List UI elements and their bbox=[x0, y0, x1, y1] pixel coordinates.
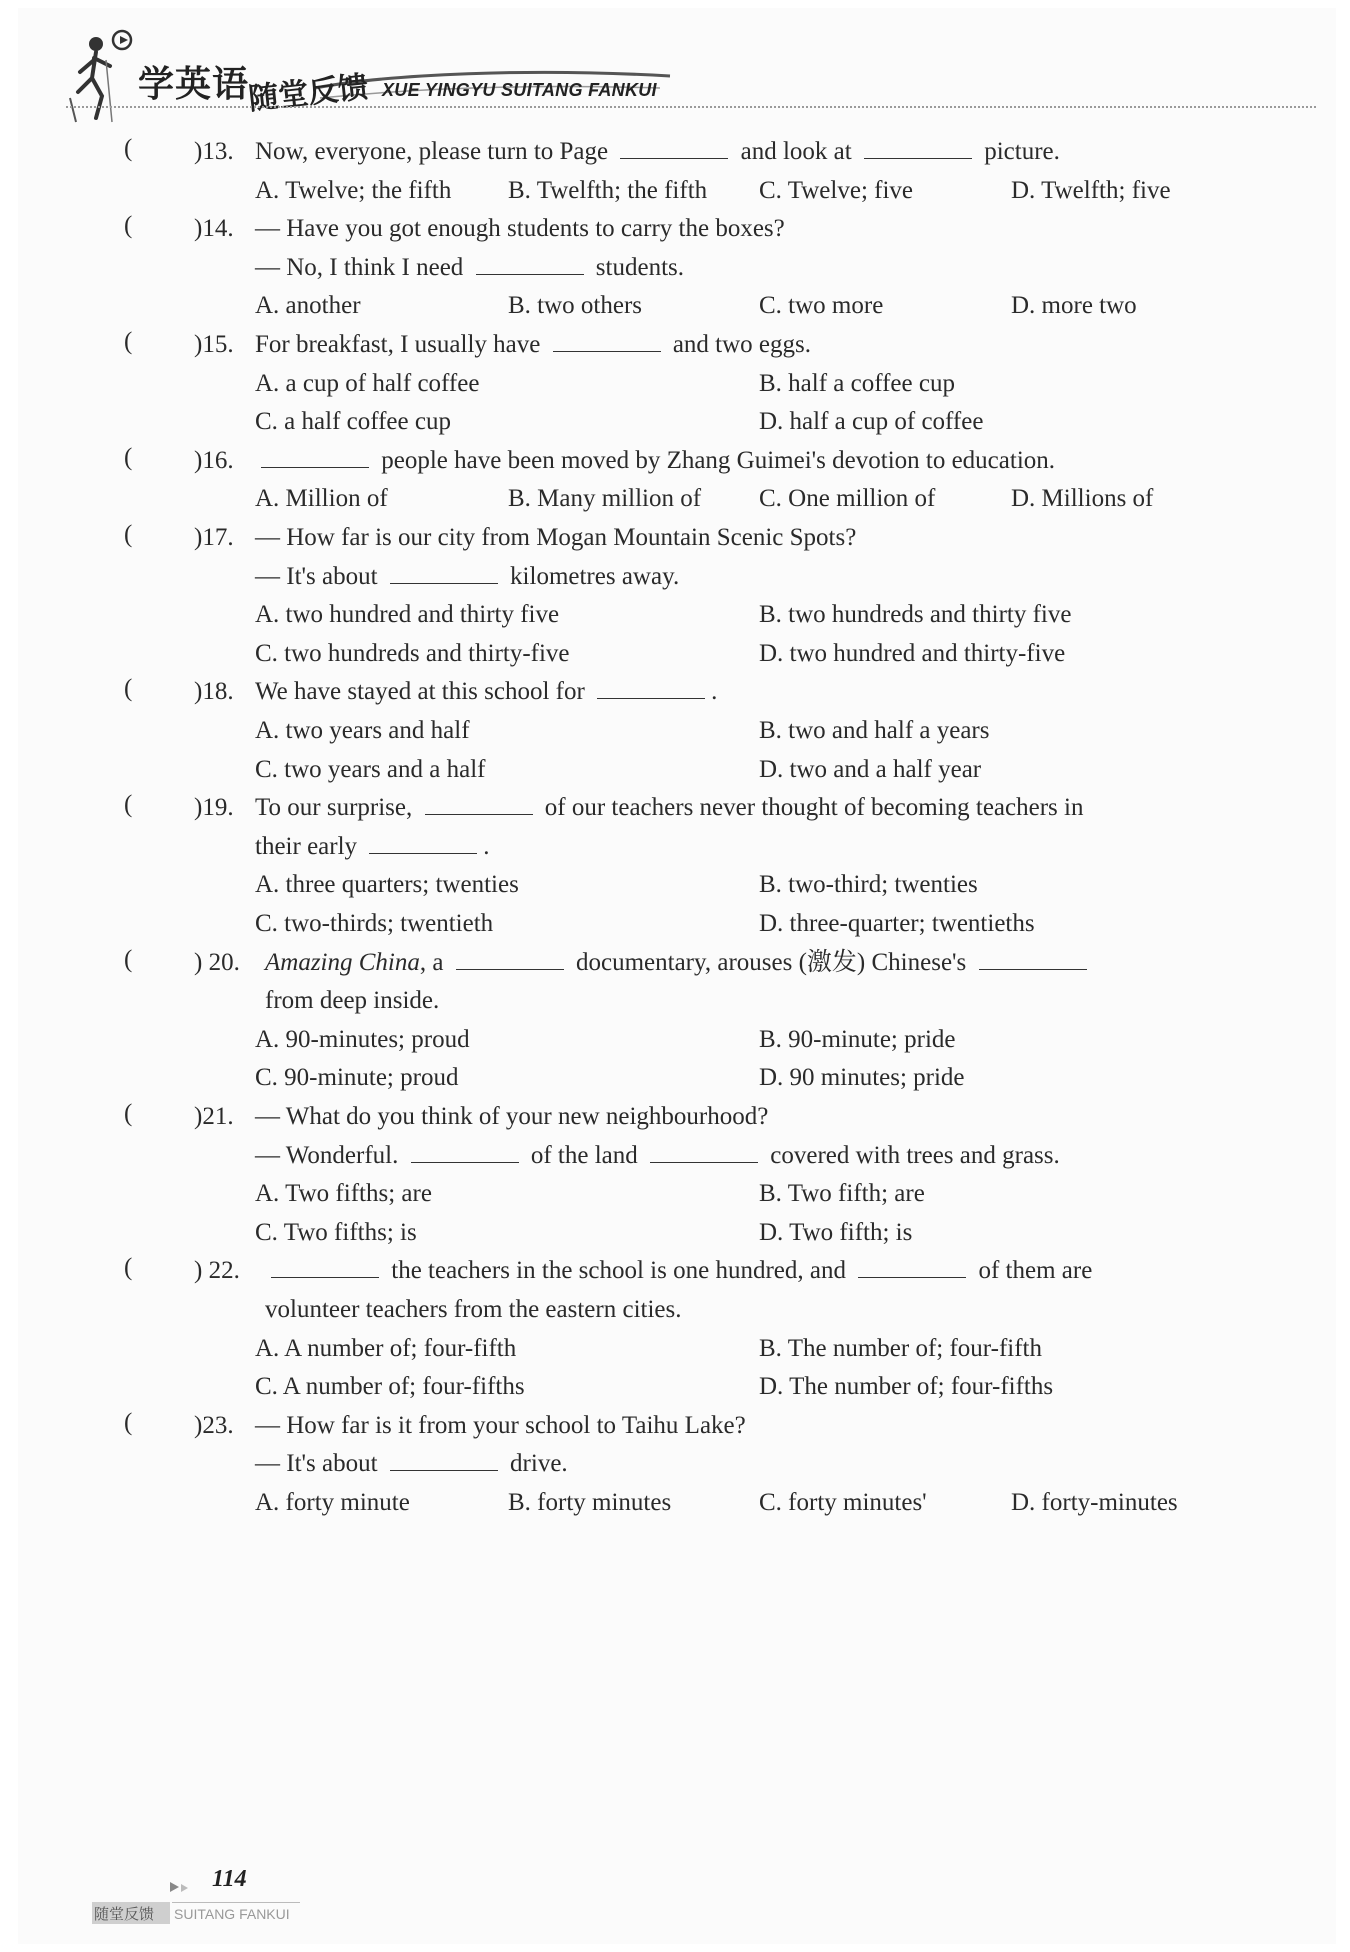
page-number: 114 bbox=[212, 1866, 247, 1892]
question-stem-line bbox=[265, 984, 439, 1018]
stem-text: covered with trees and grass. bbox=[764, 1141, 1060, 1169]
question-stem-line bbox=[255, 328, 811, 362]
option-c[interactable]: C. a half coffee cup bbox=[255, 408, 451, 436]
header-subtitle-cn: 随堂反馈 bbox=[246, 69, 370, 118]
option-c[interactable]: C. Two fifths; is bbox=[255, 1218, 417, 1246]
answer-blank[interactable] bbox=[369, 831, 477, 854]
option-b[interactable]: B. two and half a years bbox=[759, 717, 990, 744]
option-d[interactable]: D. two and a half year bbox=[759, 755, 982, 783]
option-b[interactable]: B. Two fifth; are bbox=[759, 1180, 925, 1208]
option-b[interactable]: B. Many million of bbox=[508, 485, 702, 513]
option-a[interactable]: A. Million of bbox=[255, 485, 388, 513]
answer-blank[interactable] bbox=[390, 1448, 498, 1471]
option-b[interactable]: B. Twelfth; the fifth bbox=[508, 176, 708, 204]
stem-text: drive. bbox=[503, 1450, 568, 1478]
option-b[interactable]: B. two-third; twenties bbox=[759, 871, 978, 899]
option-c[interactable]: C. A number of; four-fifths bbox=[255, 1373, 525, 1401]
option-c[interactable]: C. two years and a half bbox=[255, 755, 486, 783]
stem-text: their early bbox=[255, 832, 364, 860]
answer-bracket[interactable]: ( bbox=[124, 521, 133, 548]
option-a[interactable]: A. another bbox=[255, 292, 361, 320]
option-a[interactable]: A. 90-minutes; proud bbox=[255, 1025, 470, 1053]
stem-text: Now, everyone, please turn to Page bbox=[255, 138, 615, 165]
question-stem-line bbox=[255, 444, 1055, 478]
stem-text: . bbox=[483, 832, 490, 860]
stem-text: students. bbox=[589, 253, 684, 281]
question-stem-line bbox=[255, 1139, 1060, 1173]
answer-blank[interactable] bbox=[476, 252, 584, 275]
answer-blank[interactable] bbox=[390, 561, 498, 584]
answer-blank[interactable] bbox=[553, 329, 661, 352]
answer-bracket[interactable]: ( bbox=[124, 1408, 133, 1436]
option-d[interactable]: D. 90 minutes; pride bbox=[759, 1064, 965, 1092]
stem-text: — What do you think of your new neighbourhood? bbox=[255, 1103, 769, 1130]
answer-bracket[interactable]: ( bbox=[124, 1100, 133, 1127]
footer-label-en: SUITANG FANKUI bbox=[174, 1906, 290, 1922]
option-c[interactable]: C. forty minutes' bbox=[759, 1489, 927, 1516]
answer-blank[interactable] bbox=[456, 947, 564, 970]
answer-blank[interactable] bbox=[979, 947, 1087, 970]
answer-blank[interactable] bbox=[620, 136, 728, 159]
question-stem-line bbox=[255, 1447, 568, 1481]
option-b[interactable]: B. forty minutes bbox=[508, 1489, 672, 1516]
question-number: ) 22. bbox=[194, 1257, 240, 1285]
question-number: )15. bbox=[194, 331, 234, 358]
answer-bracket[interactable]: ( bbox=[124, 675, 133, 703]
question-stem-line bbox=[255, 675, 717, 709]
answer-bracket[interactable]: ( bbox=[124, 945, 133, 973]
question-stem-line bbox=[265, 1254, 1092, 1288]
stem-text: — No, I think I need bbox=[255, 253, 470, 281]
stem-text: documentary, arouses (激发) Chinese's bbox=[569, 948, 973, 976]
option-d[interactable]: D. two hundred and thirty-five bbox=[759, 639, 1066, 667]
option-c[interactable]: C. 90-minute; proud bbox=[255, 1064, 459, 1092]
option-b[interactable]: B. The number of; four-fifth bbox=[759, 1334, 1042, 1362]
option-d[interactable]: D. more two bbox=[1011, 292, 1137, 320]
stem-text: volunteer teachers from the eastern cities. bbox=[265, 1296, 682, 1323]
header-title-en: XUE YINGYU SUITANG FANKUI bbox=[382, 80, 657, 100]
question-number: )16. bbox=[194, 446, 234, 474]
stem-text: We have stayed at this school for bbox=[255, 678, 592, 706]
stem-text: from deep inside. bbox=[265, 987, 440, 1015]
answer-blank[interactable] bbox=[271, 1255, 379, 1278]
option-d[interactable]: D. Two fifth; is bbox=[759, 1218, 913, 1246]
option-a[interactable]: A. forty minute bbox=[255, 1489, 410, 1516]
stem-text: For breakfast, I usually have bbox=[255, 331, 547, 358]
stem-text: , a bbox=[419, 948, 450, 976]
question-number: ) 20. bbox=[194, 948, 240, 976]
option-a[interactable]: A. Two fifths; are bbox=[255, 1180, 432, 1208]
option-d[interactable]: D. three-quarter; twentieths bbox=[759, 910, 1035, 937]
answer-blank[interactable] bbox=[411, 1140, 519, 1163]
answer-bracket[interactable]: ( bbox=[124, 1254, 133, 1282]
option-b[interactable]: B. two hundreds and thirty five bbox=[759, 601, 1072, 629]
option-a[interactable]: A. a cup of half coffee bbox=[255, 369, 480, 397]
answer-bracket[interactable]: ( bbox=[124, 443, 133, 471]
question-stem-line bbox=[255, 1100, 768, 1134]
question-number: )18. bbox=[194, 678, 234, 706]
stem-text: — It's about bbox=[255, 1450, 384, 1478]
question-number: )13. bbox=[194, 138, 234, 165]
stem-text: people have been moved by Zhang Guimei's devotion to education. bbox=[375, 446, 1056, 474]
answer-blank[interactable] bbox=[425, 792, 533, 815]
option-c[interactable]: C. Twelve; five bbox=[759, 176, 914, 204]
option-d[interactable]: D. Twelfth; five bbox=[1011, 176, 1171, 204]
stem-text: . bbox=[711, 678, 718, 706]
answer-blank[interactable] bbox=[597, 676, 705, 699]
question-number: )23. bbox=[194, 1411, 234, 1439]
footer-label-cn: 随堂反馈 bbox=[94, 1905, 155, 1923]
question-stem-line bbox=[255, 212, 785, 246]
footer-rule bbox=[172, 1902, 300, 1903]
footer-arrow-icon-small bbox=[181, 1884, 188, 1892]
stem-text: of our teachers never thought of becoming teachers in bbox=[538, 794, 1084, 822]
question-number: )21. bbox=[194, 1103, 234, 1130]
question-stem-line bbox=[255, 1409, 746, 1443]
stem-text: To our surprise, bbox=[255, 794, 419, 822]
option-c[interactable]: C. two more bbox=[759, 292, 884, 320]
answer-blank[interactable] bbox=[261, 445, 369, 468]
header-dotted-rule bbox=[66, 106, 1316, 108]
stem-text: — It's about bbox=[255, 562, 384, 590]
stem-text: kilometres away. bbox=[503, 562, 680, 590]
question-stem-line bbox=[255, 521, 856, 555]
page-header bbox=[60, 18, 700, 128]
answer-bracket[interactable]: ( bbox=[124, 328, 133, 355]
question-stem-line bbox=[255, 830, 490, 864]
stem-text: — How far is it from your school to Taihu Lake? bbox=[255, 1411, 746, 1439]
answer-blank[interactable] bbox=[858, 1255, 966, 1278]
footer-arrow-icon bbox=[170, 1882, 179, 1892]
runner-logo-icon bbox=[66, 26, 140, 126]
option-a[interactable]: A. two hundred and thirty five bbox=[255, 601, 560, 629]
question-stem-line bbox=[255, 560, 679, 594]
option-a[interactable]: A. A number of; four-fifth bbox=[255, 1334, 517, 1362]
header-title-cn: 学英语 bbox=[138, 64, 250, 105]
question-stem-line bbox=[265, 1293, 681, 1327]
option-b[interactable]: B. half a coffee cup bbox=[759, 369, 955, 397]
question-stem-line bbox=[265, 946, 1093, 980]
question-stem-line bbox=[255, 791, 1083, 825]
stem-text: of the land bbox=[524, 1141, 645, 1169]
question-number: )17. bbox=[194, 524, 234, 551]
question-stem-line bbox=[255, 251, 684, 285]
question-number: )19. bbox=[194, 794, 234, 822]
answer-bracket[interactable]: ( bbox=[124, 212, 133, 240]
option-c[interactable]: C. two hundreds and thirty-five bbox=[255, 639, 570, 667]
answer-blank[interactable] bbox=[864, 136, 972, 159]
answer-bracket[interactable]: ( bbox=[124, 791, 133, 819]
option-a[interactable]: A. Twelve; the fifth bbox=[255, 176, 452, 204]
stem-text: and look at bbox=[734, 138, 858, 165]
stem-text: — How far is our city from Mogan Mountain Scenic Spots? bbox=[255, 524, 857, 551]
stem-text: picture. bbox=[977, 138, 1060, 165]
option-d[interactable]: D. The number of; four-fifths bbox=[759, 1373, 1054, 1401]
option-d[interactable]: D. forty-minutes bbox=[1011, 1489, 1178, 1516]
answer-bracket[interactable]: ( bbox=[124, 135, 133, 162]
stem-text: of them are bbox=[972, 1257, 1093, 1285]
option-d[interactable]: D. half a cup of coffee bbox=[759, 408, 984, 436]
stem-text: and two eggs. bbox=[666, 331, 811, 358]
question-stem-line bbox=[255, 135, 1060, 169]
option-b[interactable]: B. two others bbox=[508, 292, 643, 320]
option-c[interactable]: C. two-thirds; twentieth bbox=[255, 910, 494, 937]
question-number: )14. bbox=[194, 215, 234, 243]
stem-text: — Wonderful. bbox=[255, 1141, 405, 1169]
answer-blank[interactable] bbox=[650, 1140, 758, 1163]
stem-text: Amazing China bbox=[265, 948, 420, 976]
option-a[interactable]: A. three quarters; twenties bbox=[255, 871, 519, 899]
option-d[interactable]: D. Millions of bbox=[1011, 485, 1154, 513]
stem-text: — Have you got enough students to carry the boxes? bbox=[255, 215, 785, 243]
option-c[interactable]: C. One million of bbox=[759, 485, 936, 513]
stem-text: the teachers in the school is one hundred, and bbox=[385, 1257, 853, 1285]
option-b[interactable]: B. 90-minute; pride bbox=[759, 1025, 956, 1053]
option-a[interactable]: A. two years and half bbox=[255, 717, 470, 744]
